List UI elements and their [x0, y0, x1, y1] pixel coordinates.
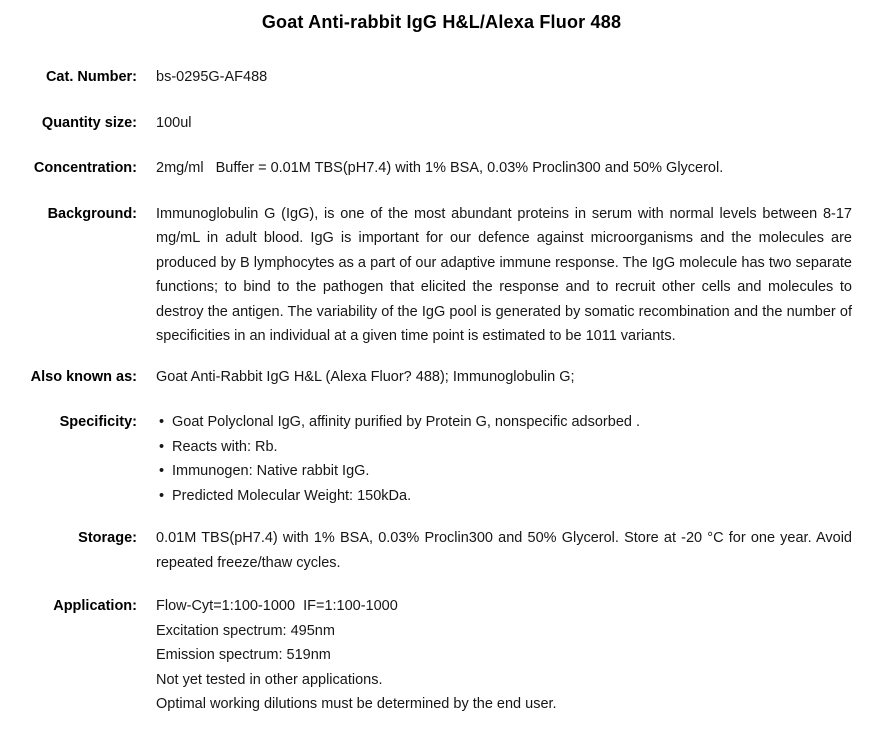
quantity-size-value: 100ul — [156, 114, 192, 131]
bullet-icon: • — [159, 487, 165, 504]
background-value: Immunoglobulin G (IgG), is one of the most abundant proteins in serum with normal levels between 8-17 mg/mL in adult blood. IgG is important for our defence against microorganisms and the molecules are produced by B lymphocytes as a part of our adaptive immune response. The IgG molecule has two separate functions; to bind to the pathogen that elicited the response and to recruit other cells and molecules to destroy the antigen. The variability of the IgG pool is generated by somatic recombination and the number of specificities in an individual at a given time point is estimated to be 1011 variants. — [156, 205, 852, 344]
bullet-icon: • — [159, 463, 165, 479]
cat-number-value: bs-0295G-AF488 — [156, 69, 268, 85]
quantity-size-label: Quantity size: — [41, 114, 137, 131]
specificity-item — [156, 484, 852, 509]
row-specificity — [0, 410, 883, 508]
cat-number-label: Cat. Number: — [45, 69, 137, 85]
storage-value: 0.01M TBS(pH7.4) with 1% BSA, 0.03% Proclin300 and 50% Glycerol. Store at -20 °C for one year. Avoid repeated freeze/thaw cycles. — [156, 530, 852, 571]
specificity-item-text: Predicted Molecular Weight: 150kDa. — [172, 487, 412, 504]
background-label: Background: — [47, 205, 137, 222]
application-line: Optimal working dilutions must be determined by the end user. — [156, 696, 557, 712]
row-cat-number — [0, 65, 883, 90]
specificity-item-text: Immunogen: Native rabbit IgG. — [172, 463, 370, 479]
specificity-label: Specificity: — [59, 414, 137, 430]
row-concentration — [0, 156, 883, 181]
concentration-label: Concentration: — [33, 160, 137, 176]
row-also-known-as — [0, 365, 883, 390]
row-application — [0, 594, 883, 717]
concentration-value: 2mg/ml Buffer = 0.01M TBS(pH7.4) with 1% BSA, 0.03% Proclin300 and 50% Glycerol. — [156, 160, 724, 176]
page-title: Goat Anti-rabbit IgG H&L/Alexa Fluor 488 — [261, 12, 622, 32]
also-known-as-value: Goat Anti-Rabbit IgG H&L (Alexa Fluor? 488); Immunoglobulin G; — [156, 368, 575, 385]
application-line: Emission spectrum: 519nm — [156, 647, 331, 663]
application-line: Excitation spectrum: 495nm — [156, 622, 335, 639]
row-quantity-size — [0, 111, 883, 136]
application-label: Application: — [53, 598, 137, 614]
application-value — [156, 594, 852, 717]
specificity-item — [156, 435, 852, 460]
specificity-item — [156, 459, 852, 484]
row-storage — [0, 526, 883, 575]
specificity-value — [156, 410, 852, 508]
row-background — [0, 202, 883, 349]
also-known-as-label: Also known as: — [30, 368, 137, 385]
specificity-item-text: Reacts with: Rb. — [172, 438, 278, 455]
specificity-item-text: Goat Polyclonal IgG, affinity purified by Protein G, nonspecific adsorbed . — [172, 414, 641, 430]
bullet-icon: • — [159, 414, 165, 430]
specificity-item — [156, 410, 852, 435]
application-line: Not yet tested in other applications. — [156, 671, 383, 688]
bullet-icon: • — [159, 438, 165, 455]
storage-label: Storage: — [78, 530, 137, 546]
application-line: Flow-Cyt=1:100-1000 IF=1:100-1000 — [156, 598, 398, 614]
